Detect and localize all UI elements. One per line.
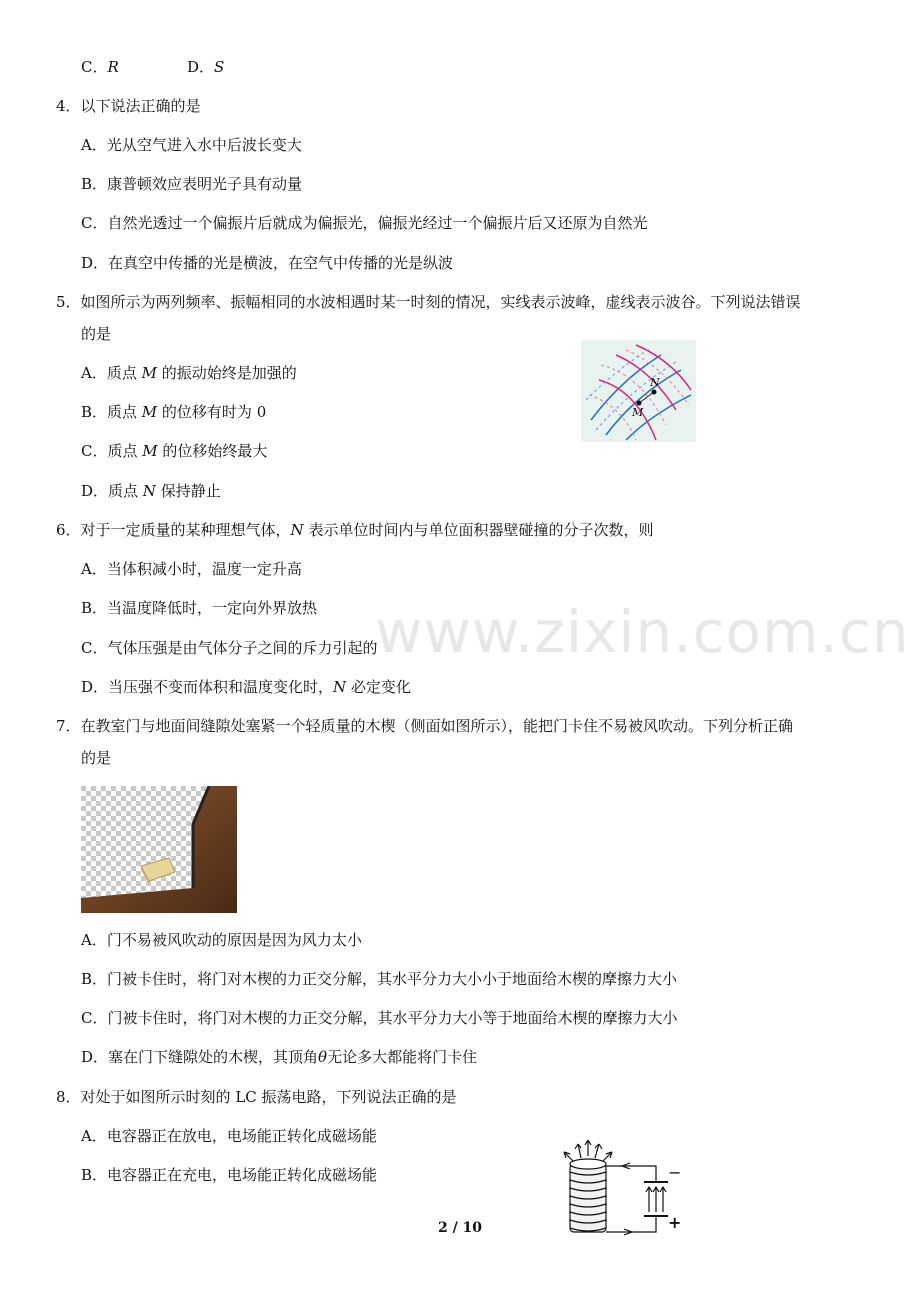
door-wedge-photo [81,786,237,913]
question-7-stem: 7．在教室门与地面间缝隙处塞紧一个轻质量的木楔（侧面如图所示），能把门卡住不易被风吹动。下列分析正确 [56,717,794,735]
q4-option-d: D．在真空中传播的光是横波，在空气中传播的光是纵波 [81,254,454,272]
point-m-dot [637,401,642,406]
question-4-stem: 4．以下说法正确的是 [56,97,201,115]
q6-option-b: B．当温度降低时，一定向外界放热 [81,599,318,617]
q4-option-b: B．康普顿效应表明光子具有动量 [81,175,303,193]
option-c-prev: C．R [81,58,119,76]
q4-option-c: C．自然光透过一个偏振片后就成为偏振光，偏振光经过一个偏振片后又还原为自然光 [81,214,648,232]
wave-interference-figure [581,340,696,442]
question-5-stem-cont: 的是 [81,325,112,343]
q7-option-b: B．门被卡住时，将门对木楔的力正交分解，其水平分力大小小于地面给木楔的摩擦力大小 [81,970,678,988]
label-m: M [632,406,644,419]
q4-option-a: A．光从空气进入水中后波长变大 [81,136,302,154]
q8-option-a: A．电容器正在放电，电场能正转化成磁场能 [81,1127,377,1145]
q6-option-c: C．气体压强是由气体分子之间的斥力引起的 [81,639,378,657]
q8-option-b: B．电容器正在充电，电场能正转化成磁场能 [81,1166,378,1184]
watermark: www.zixin.com.cn [375,598,910,666]
option-d-prev: D．S [187,58,225,76]
question-7-stem-cont: 的是 [81,749,112,767]
q5-option-b: B．质点 M 的位移有时为 0 [81,403,267,421]
capacitor-plus-sign: + [668,1213,682,1232]
label-n: N [650,376,660,389]
q5-option-d: D．质点 N 保持静止 [81,482,221,500]
q5-option-a: A．质点 M 的振动始终是加强的 [81,364,297,382]
q6-option-d: D．当压强不变而体积和温度变化时，N 必定变化 [81,678,411,696]
q7-option-d: D．塞在门下缝隙处的木楔，其顶角θ无论多大都能将门卡住 [81,1048,478,1066]
q7-option-a: A．门不易被风吹动的原因是因为风力太小 [81,931,362,949]
point-n-dot [652,390,657,395]
capacitor-minus-sign: − [668,1163,682,1182]
question-8-stem: 8．对处于如图所示时刻的 LC 振荡电路，下列说法正确的是 [56,1088,457,1106]
q5-option-c: C．质点 M 的位移始终最大 [81,442,268,460]
q7-option-c: C．门被卡住时，将门对木楔的力正交分解，其水平分力大小等于地面给木楔的摩擦力大小 [81,1009,678,1027]
q6-option-a: A．当体积减小时，温度一定升高 [81,560,302,578]
page-number: 2 / 10 [437,1220,483,1236]
question-5-stem: 5．如图所示为两列频率、振幅相同的水波相遇时某一时刻的情况，实线表示波峰，虚线表示波谷。下列说法错误 [56,293,801,311]
question-6-stem: 6．对于一定质量的某种理想气体，N 表示单位时间内与单位面积器壁碰撞的分子次数，则 [56,521,654,539]
